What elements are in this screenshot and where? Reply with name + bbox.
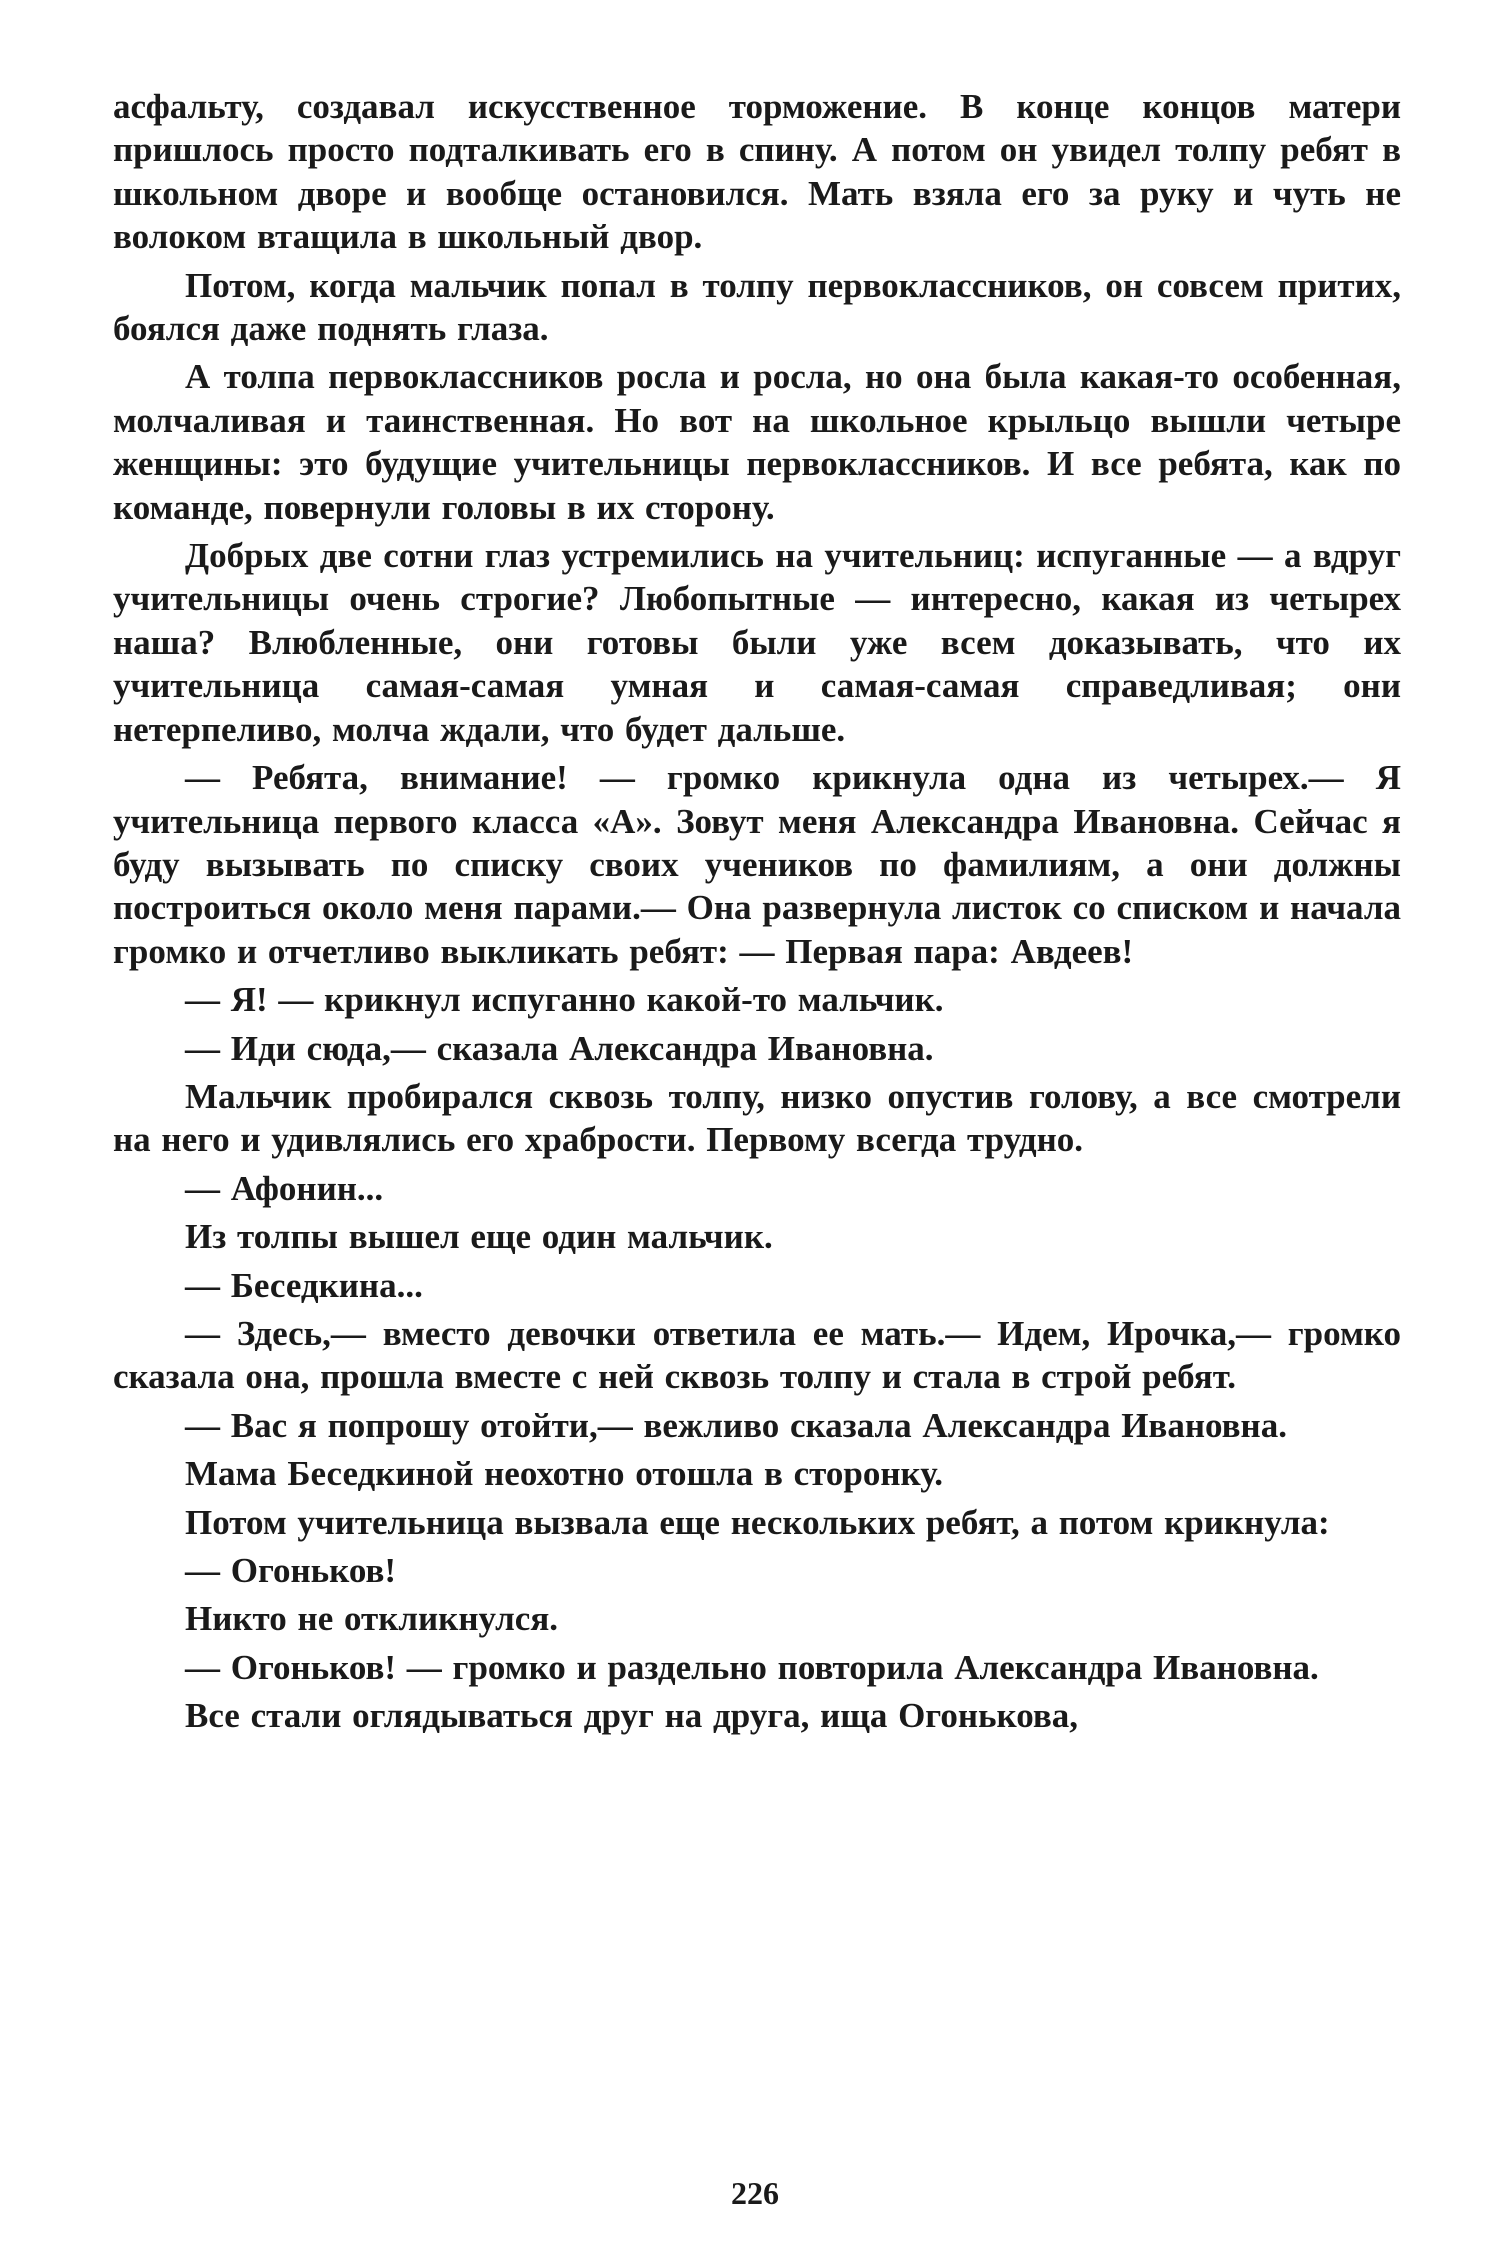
paragraph: — Вас я попрошу отойти,— вежливо сказала Александра Ивановна.	[185, 1405, 1287, 1445]
paragraph: асфальту, создавал искусственное торможение. В конце концов матери пришлось просто подталкивать его в спину. А потом он увидел толпу ребят в школьном дворе и вообще остановился. Мать взяла его за руку и чуть не волоком втащила в школьный двор.	[113, 87, 1401, 257]
paragraph: — Огоньков! — громко и раздельно повторила Александра Ивановна.	[185, 1647, 1319, 1687]
paragraph: — Афонин...	[185, 1168, 384, 1208]
paragraph: Мама Беседкиной неохотно отошла в сторонку.	[185, 1454, 943, 1494]
paragraph: — Я! — крикнул испуганно какой-то мальчик.	[185, 980, 944, 1020]
paragraph: Добрых две сотни глаз устремились на учительниц: испуганные — а вдруг учительницы очень строгие? Любопытные — интересно, какая из четырех наша? Влюбленные, они готовы были уже всем доказывать, что их учительница самая-самая умная и самая-самая справедливая; они нетерпеливо, молча ждали, что будет дальше.	[113, 536, 1401, 749]
paragraph: — Огоньков!	[185, 1551, 397, 1590]
paragraph: Потом учительница вызвала еще нескольких ребят, а потом крикнула:	[185, 1502, 1330, 1542]
paragraph: А толпа первоклассников росла и росла, но она была какая-то особенная, молчаливая и таинственная. Но вот на школьное крыльцо вышли четыре женщины: это будущие учительницы первоклассников. И все ребята, как по команде, повернули головы в их сторону.	[113, 357, 1401, 527]
paragraph: — Здесь,— вместо девочки ответила ее мать.— Идем, Ирочка,— громко сказала она, прошла вместе с ней сквозь толпу и стала в строй ребят.	[113, 1313, 1401, 1397]
paragraph: Из толпы вышел еще один мальчик.	[185, 1217, 773, 1257]
paragraph: — Иди сюда,— сказала Александра Ивановна.	[185, 1028, 934, 1068]
paragraph: Все стали оглядываться друг на друга, ища Огонькова,	[185, 1696, 1078, 1736]
paragraph: — Ребята, внимание! — громко крикнула одна из четырех.— Я учительница первого класса «А». Зовут меня Александра Ивановна. Сейчас я буду вызывать по списку своих учеников по фамилиям, а они должны построиться около меня парами.— Она развернула листок со списком и начала громко и отчетливо выкликать ребят: — Первая пара: Авдеев!	[113, 758, 1401, 971]
paragraph: Никто не откликнулся.	[185, 1599, 559, 1639]
paragraph: Мальчик пробирался сквозь толпу, низко опустив голову, а все смотрели на него и удивлялись его храбрости. Первому всегда трудно.	[113, 1076, 1401, 1160]
paragraph: Потом, когда мальчик попал в толпу первоклассников, он совсем притих, боялся даже поднять глаза.	[113, 265, 1401, 349]
paragraph: — Беседкина...	[185, 1265, 423, 1305]
page-number: 226	[731, 2175, 779, 2211]
page-text	[113, 85, 1401, 1743]
